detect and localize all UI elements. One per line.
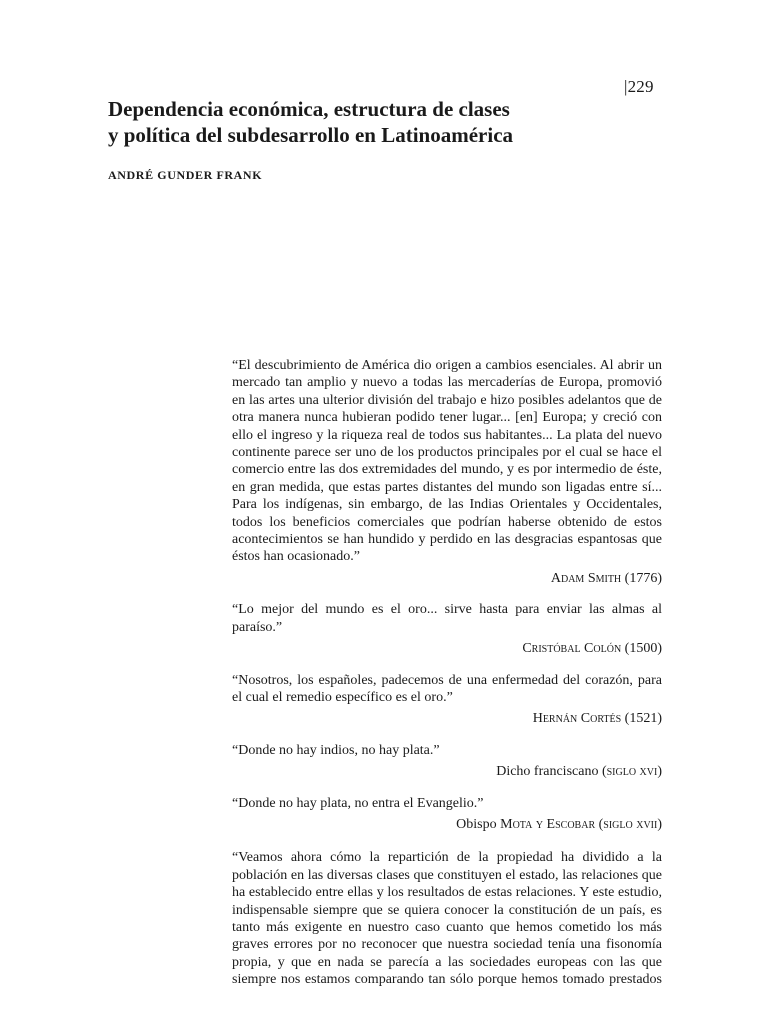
epigraphs bbox=[232, 357, 662, 989]
epigraph-date: (1521) bbox=[624, 711, 662, 727]
epigraph-text: “Donde no hay plata, no entra el Evangelio.” bbox=[232, 795, 484, 811]
epigraph-attribution bbox=[232, 763, 662, 780]
epigraph-prefix: Obispo bbox=[456, 816, 497, 832]
epigraph-author: Hernán Cortés bbox=[532, 711, 622, 727]
epigraph-author: Mota y Escobar bbox=[500, 816, 596, 832]
epigraph-franciscan bbox=[232, 742, 662, 781]
epigraph-attribution bbox=[232, 816, 662, 833]
epigraph-text: “Donde no hay indios, no hay plata.” bbox=[232, 742, 440, 758]
epigraph-date: (1500) bbox=[624, 641, 662, 657]
epigraph-smith bbox=[232, 357, 662, 587]
epigraph-text: “El descubrimiento de América dio origen a cambios esenciales. Al abrir un mercado tan amplio y nuevo a todas las mercaderías de Europa, promovió en las artes una ulterior división del trabajo e hizo posibles adelantos que de otra manera nunca hubieran podido tener lugar... [en] Europa; y creció con ello el ingreso y la riqueza real de todos sus habitantes... La plata del nuevo continente parece ser uno de los productos principales por el cual se hace el comercio entre las dos extremidades del mundo, y es por intermedio de éste, en gran medida, que estas partes distantes del mundo son ligadas entre sí... Para los indígenas, sin embargo, de las Indias Orientales y Occidentales, todos los beneficios comerciales que podrían haberse obtenido de estos acontecimientos se han hundido y perdido en las desgracias espantosas que éstos han ocasionado.” bbox=[232, 358, 662, 565]
epigraph-attribution bbox=[232, 710, 662, 727]
article-title bbox=[108, 96, 668, 148]
epigraph-date: (1776) bbox=[624, 570, 662, 586]
epigraph-date: (siglo xvii) bbox=[598, 816, 662, 832]
page-number: |229 bbox=[624, 77, 654, 96]
epigraph-attribution bbox=[232, 570, 662, 587]
epigraph-cortes bbox=[232, 672, 662, 728]
epigraph-text: “Nosotros, los españoles, padecemos de una enfermedad del corazón, para el cual el remedio específico es el oro.” bbox=[232, 672, 662, 705]
epigraph-text: “Lo mejor del mundo es el oro... sirve hasta para enviar las almas al paraíso.” bbox=[232, 602, 662, 635]
epigraph-colon bbox=[232, 601, 662, 657]
body-quote: “Veamos ahora cómo la repartición de la propiedad ha dividido a la población en las diversas clases que constituyen el estado, las relaciones que ha establecido entre ellas y los resultados de estas relaciones. Y este estudio, indispensable siempre que se quiera conocer la constitución de un país, es tanto más exigente en nuestro caso cuanto que hemos cometido los más graves errores por no reconocer que nuestra sociedad tenía una fisonomía propia, y que en nada se parecía a las sociedades europeas con las que siempre nos estamos comparando tan sólo porque hemos tomado prestados bbox=[232, 850, 662, 988]
epigraph-date: (siglo xvi) bbox=[601, 764, 662, 780]
epigraph-author: Cristóbal Colón bbox=[522, 641, 622, 657]
title-line-1: Dependencia económica, estructura de clases bbox=[108, 97, 510, 121]
title-line-2: y política del subdesarrollo en Latinoamérica bbox=[108, 123, 514, 147]
epigraph-author: Adam Smith bbox=[550, 570, 622, 586]
epigraph-mota bbox=[232, 795, 662, 834]
article-author: ANDRÉ GUNDER FRANK bbox=[108, 168, 263, 182]
epigraph-source: Dicho franciscano bbox=[496, 764, 599, 780]
epigraph-attribution bbox=[232, 640, 662, 657]
